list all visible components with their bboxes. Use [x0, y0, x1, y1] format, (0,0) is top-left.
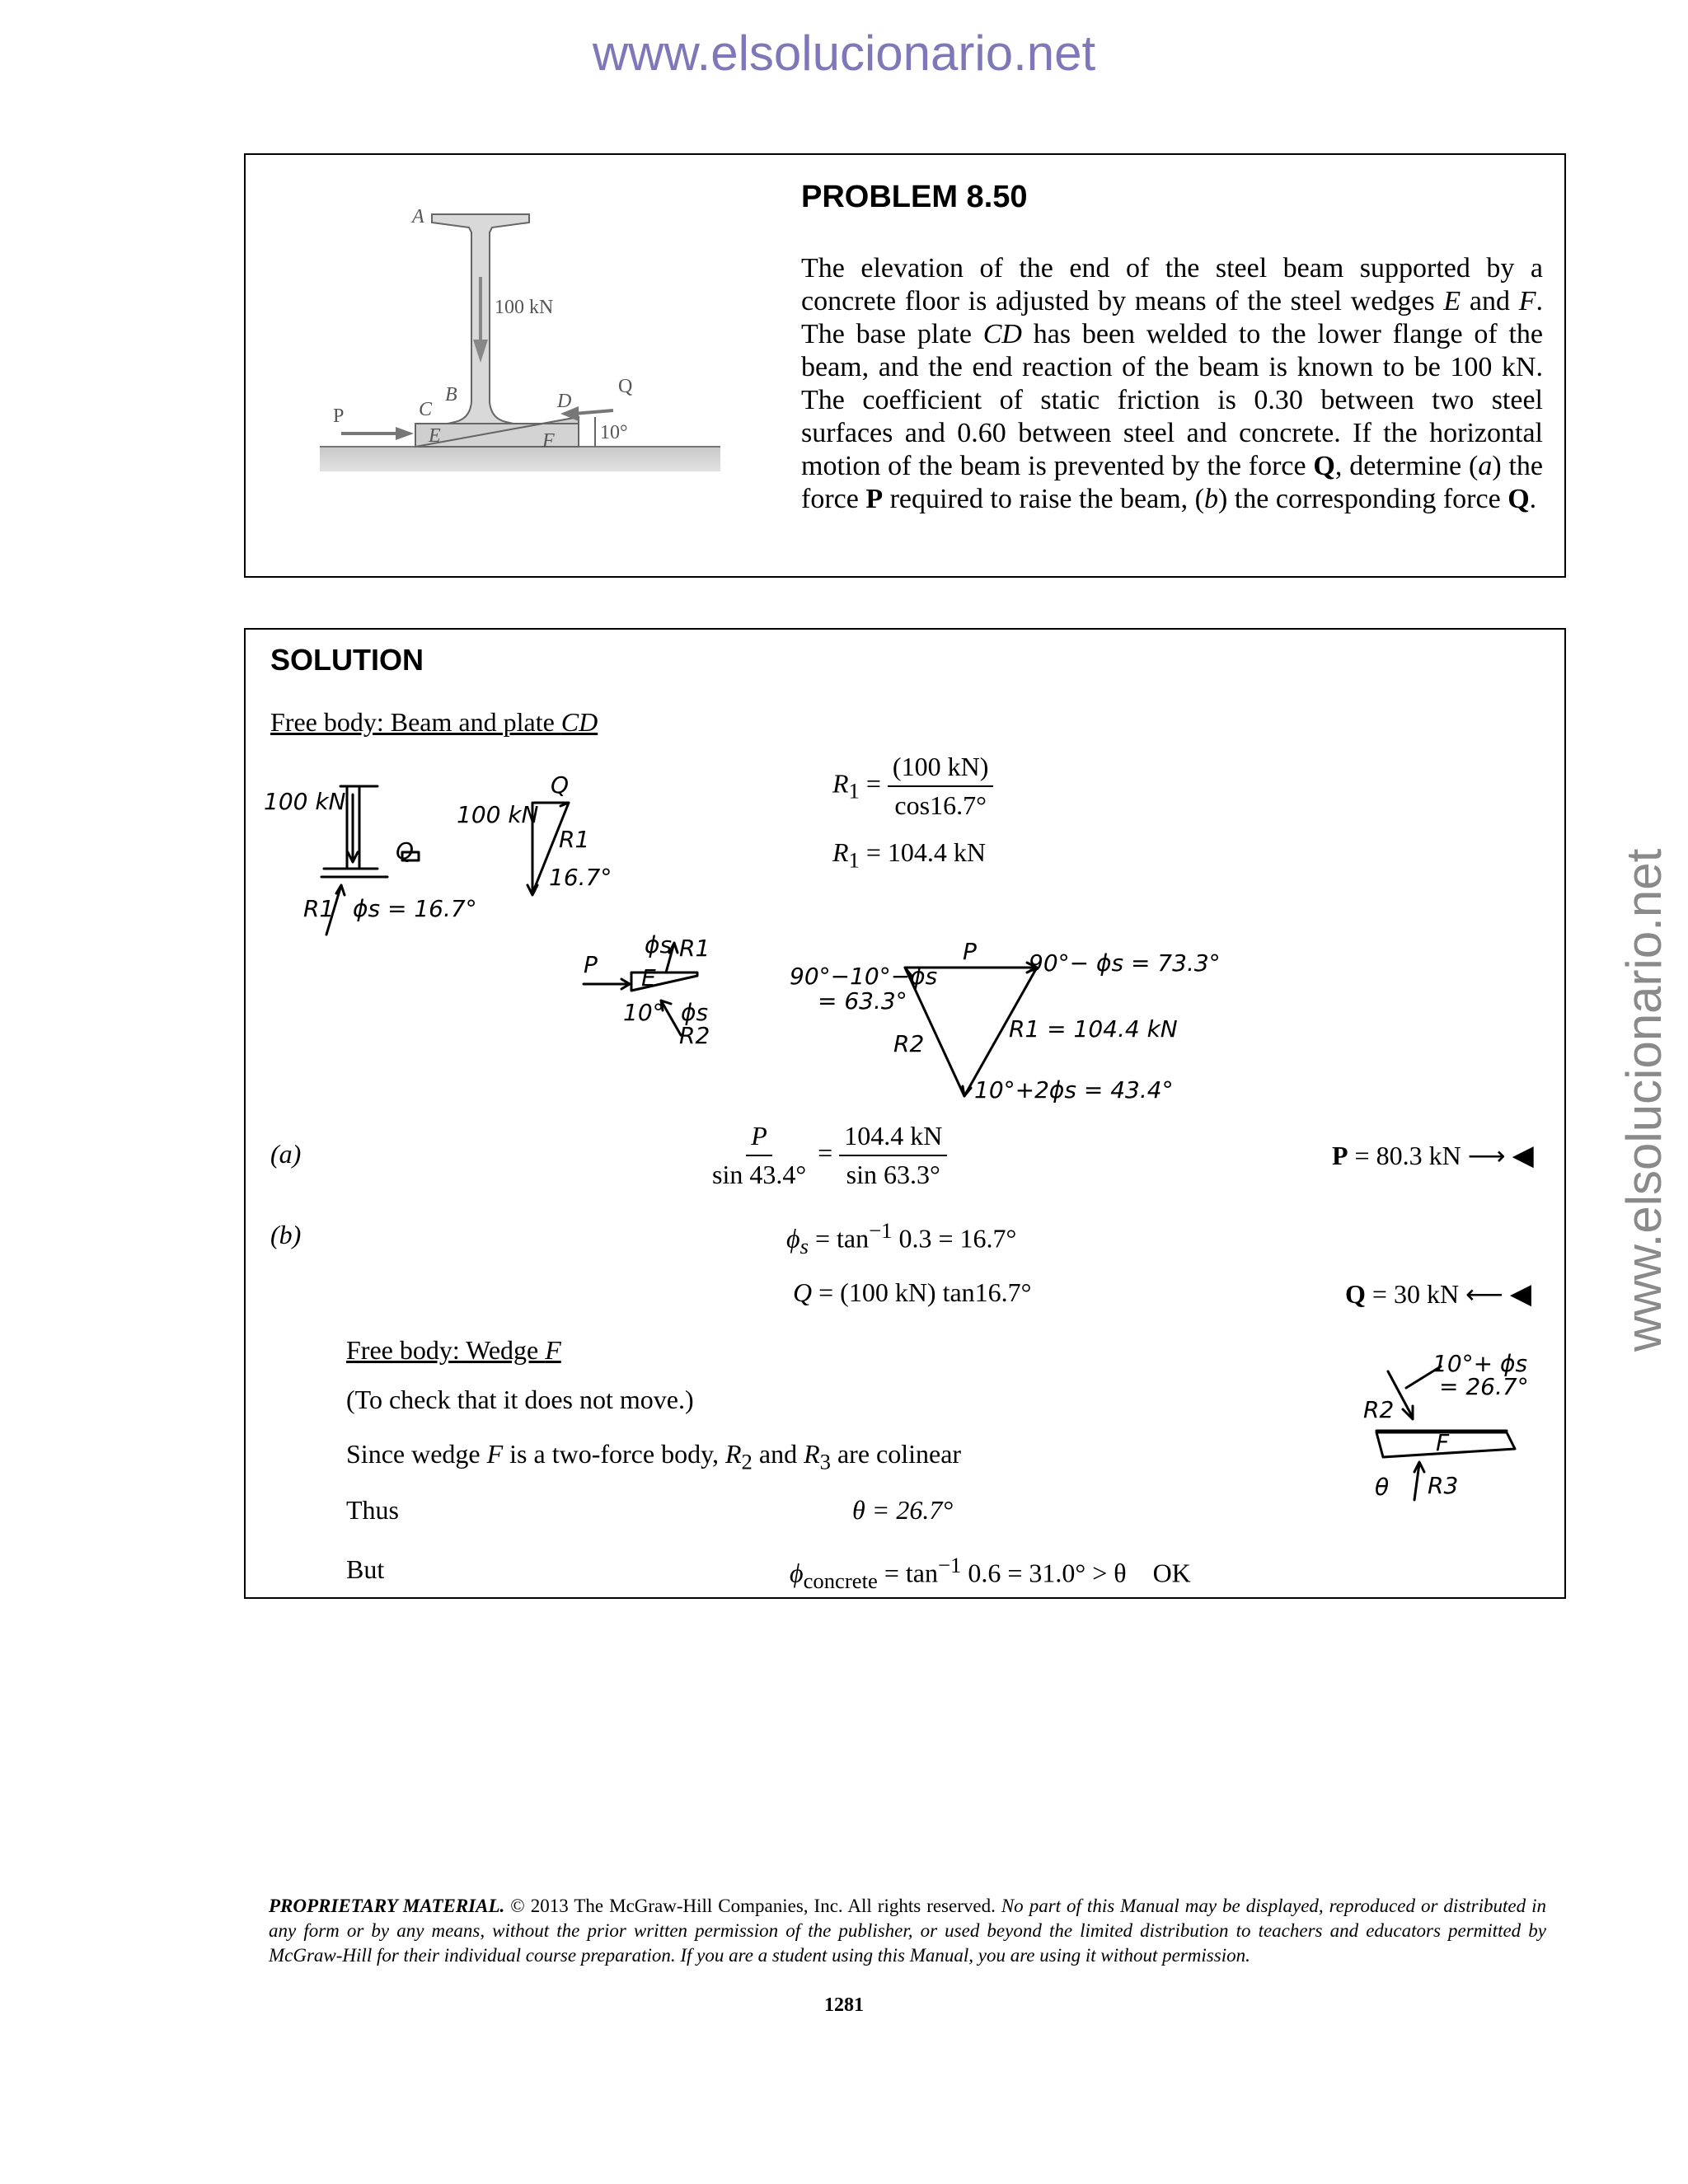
sketch1-r1b-label: R1 [559, 826, 590, 853]
sketch3-angle-label: 10°+ ϕs [1432, 1350, 1528, 1377]
figure-label-e: E [429, 425, 441, 447]
figure-label-d: D [557, 391, 572, 412]
problem-figure [316, 206, 729, 519]
eq-theta: θ = 26.7° [852, 1495, 954, 1525]
sketch3-theta-label: θ [1375, 1474, 1390, 1501]
sketch1-load2-label: 100 kN [457, 801, 539, 828]
figure-load-label: 100 kN [495, 297, 554, 318]
arrow-left-icon: ⟶ [1467, 1141, 1506, 1170]
figure-label-b: B [445, 384, 457, 405]
eq-r1-num: (100 kN) [888, 752, 993, 787]
thus-label: Thus [346, 1495, 399, 1525]
eq-r1-result: $R_1 = 104.4$ kN [832, 837, 987, 873]
sketch2-e-label: E [641, 964, 656, 991]
answer-p: P = 80.3 kN ⟶ ◀ [1332, 1141, 1534, 1171]
footer-notice: PROPRIETARY MATERIAL. © 2013 The McGraw-Hill Companies, Inc. All rights reserved. No part of this Manual may be displayed, reproduced or distributed in any form or by any means, without the prior written permission of the publisher, or used beyond the limited distribution to teachers and educators permitted by McGraw-Hill for their individual course preparation. If you are a student using this Manual, you are using it without permission. [269, 1896, 1546, 1966]
check-note: (To check that it does not move.) [346, 1385, 694, 1414]
concrete-floor [320, 447, 720, 471]
sketch2-r2-label: R2 [679, 1022, 710, 1049]
answer-q: Q = 30 kN ⟵ ◀ [1345, 1279, 1532, 1310]
end-triangle-icon: ◀ [1512, 1141, 1534, 1171]
arrow-left-icon: ⟵ [1465, 1279, 1503, 1309]
figure-angle-label: 10° [600, 422, 628, 443]
figure-label-p: P [333, 405, 345, 427]
eq-r1: $R_1$ = $\frac{(100 kN)}{\cos 16.7^\circ}$ [832, 752, 993, 821]
sketch3-angle-val: = 26.7° [1439, 1373, 1529, 1400]
sketch2-r1-label: R1 [679, 935, 710, 962]
sketch-wedge-f [1334, 1350, 1556, 1511]
fb1-label: Free body: Beam and plate CD [270, 707, 598, 737]
sketch-force-triangle [790, 938, 1221, 1104]
sketch2-angle-label: 10° [623, 999, 664, 1026]
watermark-side: www.elsolucionario.net [1616, 848, 1672, 1352]
sketch2-phi2-label: ϕs [681, 999, 709, 1026]
eq-r1-den: cos16.7° [894, 790, 987, 820]
sketch3-r2-label: R2 [1363, 1396, 1395, 1423]
end-triangle-icon: ◀ [1509, 1279, 1532, 1310]
part-b-label: (b) [270, 1220, 302, 1249]
eq-q: Q = (100 kN) tan16.7° [793, 1277, 1032, 1307]
figure-label-a: A [412, 206, 424, 227]
problem-title: PROBLEM 8.50 [801, 180, 1028, 214]
sketch1-q-label: Q [396, 837, 415, 865]
sketch1-angle-label: 16.7° [549, 864, 612, 891]
eq-phi-concrete: $\phi_{concrete} = \tan^{-1} 0.6 = 31.0^\circ > \theta$ OK [790, 1553, 1191, 1594]
eq-part-a: $\frac{P}{\sin 43.4^\circ}$ = $\frac{104.4 kN}{\sin 63.3^\circ}$ [707, 1121, 947, 1190]
triangle-p-label: P [963, 938, 977, 965]
colinear-statement: Since wedge F is a two-force body, $R_2$ and $R_3$ are colinear [346, 1439, 962, 1474]
fb2-label: Free body: Wedge F [346, 1335, 561, 1365]
sketch1-load-label: 100 kN [264, 788, 346, 815]
sketch1-phi-label: ϕs = 16.7° [353, 895, 477, 922]
solution-title: SOLUTION [270, 643, 424, 677]
watermark-top: www.elsolucionario.net [592, 26, 1096, 81]
sketch-beam-freebody [262, 770, 641, 935]
page-number: 1281 [824, 1994, 864, 2016]
triangle-bottom-angle: 10°+2ϕs = 43.4° [974, 1076, 1174, 1104]
solution-box [244, 628, 1566, 1599]
figure-label-q: Q [618, 376, 633, 397]
triangle-left-angle: 90°−10°−ϕs [790, 963, 938, 990]
sketch1-q2-label: Q [551, 771, 570, 799]
sketch2-phi-label: ϕs [645, 931, 673, 958]
sketch2-p-label: P [584, 951, 598, 978]
triangle-r2-label: R2 [893, 1030, 925, 1057]
but-label: But [346, 1554, 385, 1584]
triangle-r1-label: R1 = 104.4 kN [1009, 1015, 1178, 1043]
sketch3-r3-label: R3 [1428, 1472, 1459, 1499]
part-a-label: (a) [270, 1139, 302, 1169]
triangle-right-angle: 90°− ϕs = 73.3° [1029, 949, 1221, 977]
eq-phi-s: $\phi_s = \tan^{-1} 0.3 = 16.7^\circ$ [786, 1218, 1017, 1259]
problem-box [244, 153, 1566, 578]
problem-statement: The elevation of the end of the steel beam supported by a concrete floor is adjusted by means of the steel wedges E and F. The base plate CD has been welded to the lower flange of the beam, and the end reaction of the beam is known to be 100 kN. The coefficient of static friction is 0.30 between two steel surfaces and 0.60 between steel and concrete. If the horizontal motion of the beam is prevented by the force Q, determine (a) the force P required to raise the beam, (b) the corresponding force Q. [801, 253, 1544, 514]
sketch3-f-label: F [1436, 1429, 1450, 1456]
figure-label-c: C [419, 399, 433, 420]
sketch1-r1-label: R1 [303, 895, 335, 922]
triangle-left-angle-val: = 63.3° [818, 987, 907, 1015]
figure-label-f: F [542, 430, 555, 452]
